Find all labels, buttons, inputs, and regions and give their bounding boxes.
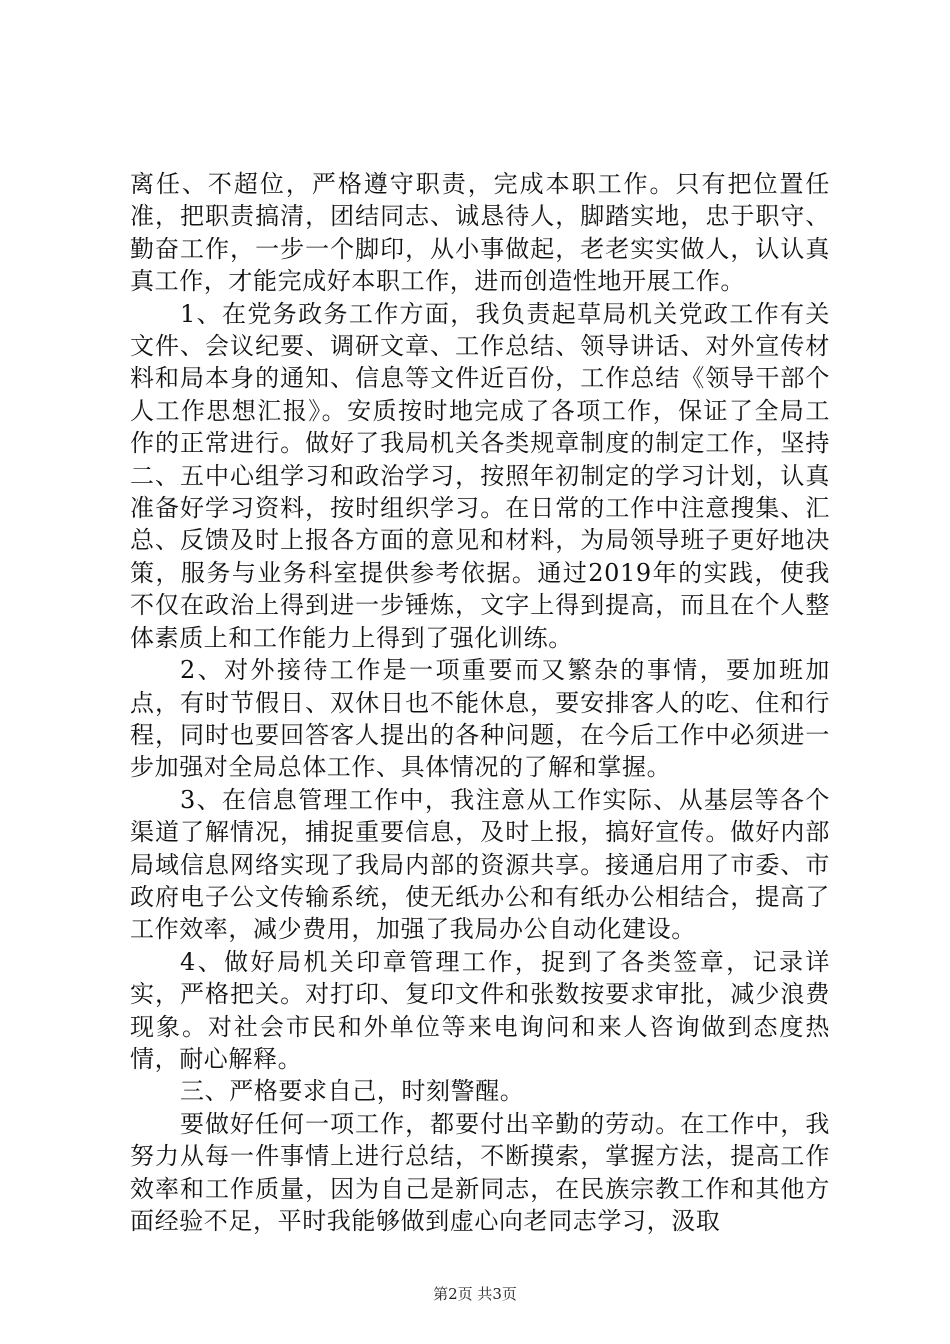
- paragraph-seal-management: 4、做好局机关印章管理工作，捉到了各类签章，记录详实，严格把关。对打印、复印文件和张数按要求审批，减少浪费现象。对社会市民和外单位等来电询问和来人咨询做到态度热情，耐心解释。: [130, 947, 830, 1073]
- paragraph-party-affairs: 1、在党务政务工作方面，我负责起草局机关党政工作有关文件、会议纪要、调研文章、工作总结、领导讲话、对外宣传材料和局本身的通知、信息等文件近百份，工作总结《领导干部个人工作思想汇报》。安质按时地完成了各项工作，保证了全局工作的正常进行。做好了我局机关各类规章制度的制定工作，坚持二、五中心组学习和政治学习，按照年初制定的学习计划，认真准备好学习资料，按时组织学习。在日常的工作中注意搜集、汇总、反馈及时上报各方面的意见和材料，为局领导班子更好地决策，服务与业务科室提供参考依据。通过2019年的实践，使我不仅在政治上得到进一步锤炼，文字上得到提高，而且在个人整体素质上和工作能力上得到了强化训练。: [130, 299, 830, 652]
- paragraph-continuation: 离任、不超位，严格遵守职责，完成本职工作。只有把位置任准，把职责搞清，团结同志、诚恳待人，脚踏实地，忠于职守、勤奋工作，一步一个脚印，从小事做起，老老实实做人，认认真真工作，才能完成好本职工作，进而创造性地开展工作。: [130, 170, 830, 296]
- paragraph-reception-work: 2、对外接待工作是一项重要而又繁杂的事情，要加班加点，有时节假日、双休日也不能休息，要安排客人的吃、住和行程，同时也要回答客人提出的各种问题，在今后工作中必须进一步加强对全局总体工作、具体情况的了解和掌握。: [130, 656, 830, 782]
- paragraph-information-management: 3、在信息管理工作中，我注意从工作实际、从基层等各个渠道了解情况，捕捉重要信息，及时上报，搞好宣传。做好内部局域信息网络实现了我局内部的资源共享。接通启用了市委、市政府电子公文传输系统，使无纸办公和有纸办公相结合，提高了工作效率，减少费用，加强了我局办公自动化建设。: [130, 785, 830, 944]
- section-heading-strict-requirements: 三、严格要求自己，时刻警醒。: [180, 1077, 525, 1106]
- paragraph-hard-work: 要做好任何一项工作，都要付出辛勤的劳动。在工作中，我努力从每一件事情上进行总结，不断摸索，掌握方法，提高工作效率和工作质量，因为自己是新同志，在民族宗教工作和其他方面经验不足，平时我能够做到虚心向老同志学习，汲取: [130, 1109, 830, 1235]
- page-footer: 第2页 共3页: [433, 1285, 517, 1303]
- document-body: [130, 168, 830, 1237]
